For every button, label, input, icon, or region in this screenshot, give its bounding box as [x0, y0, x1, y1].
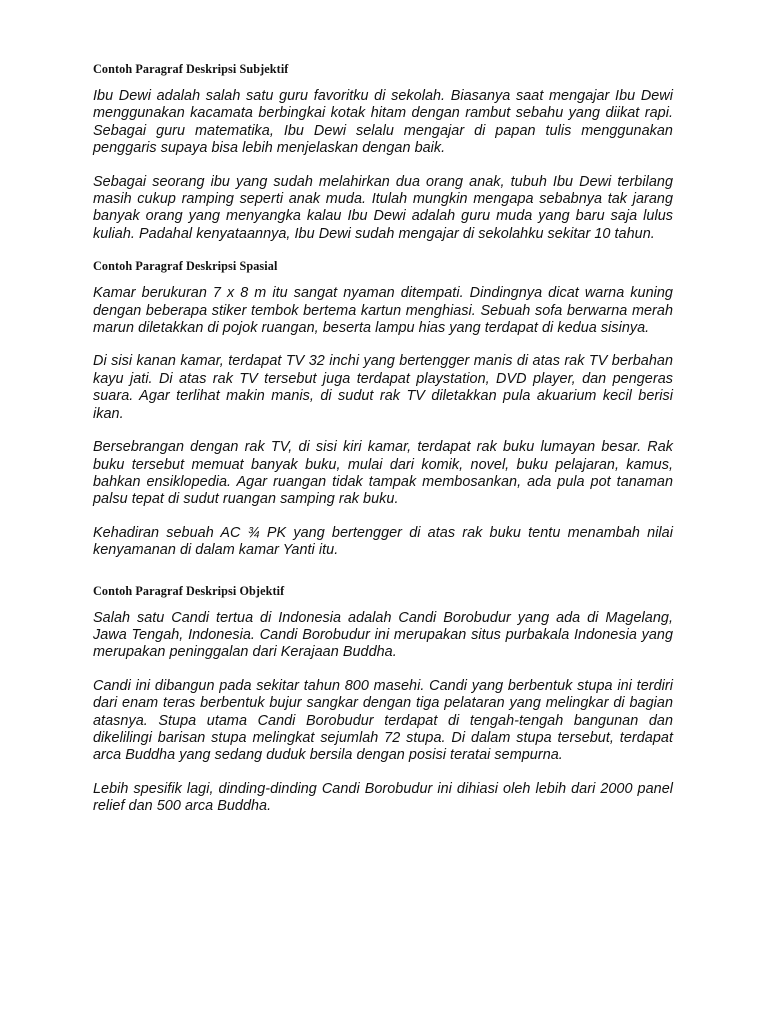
section-heading: Contoh Paragraf Deskripsi Subjektif	[93, 62, 289, 76]
paragraph: Salah satu Candi tertua di Indonesia adalah Candi Borobudur yang ada di Magelang, Jawa Tengah, Indonesia. Candi Borobudur ini merupakan situs purbakala Indonesia yang merupakan peninggalan dari Kerajaan Buddha.	[93, 609, 673, 661]
paragraph: Lebih spesifik lagi, dinding-dinding Candi Borobudur ini dihiasi oleh lebih dari 2000 panel relief dan 500 arca Buddha.	[93, 780, 673, 815]
paragraph: Di sisi kanan kamar, terdapat TV 32 inchi yang bertengger manis di atas rak TV berbahan kayu jati. Di atas rak TV tersebut juga terdapat playstation, DVD player, dan pengeras suara. Agar terlihat makin manis, di sudut rak TV diletakkan pula akuarium kecil berisi ikan.	[93, 353, 673, 422]
section-heading: Contoh Paragraf Deskripsi Objektif	[93, 583, 285, 598]
section-objektif	[93, 584, 673, 816]
paragraph: Bersebrangan dengan rak TV, di sisi kiri kamar, terdapat rak buku lumayan besar. Rak buku tersebut memuat banyak buku, mulai dari komik, novel, buku pelajaran, kamus, bahkan ensiklopedia. Agar ruangan tidak tampak membosankan, ada pula pot tanaman palsu tepat di sudut ruangan samping rak buku.	[93, 439, 673, 508]
section-subjektif	[93, 62, 673, 243]
paragraph: Ibu Dewi adalah salah satu guru favoritku di sekolah. Biasanya saat mengajar Ibu Dewi menggunakan kacamata berbingkai kotak hitam dengan rambut sebahu yang diikat rapi. Sebagai guru matematika, Ibu Dewi selalu mengajar di papan tulis menggunakan penggaris supaya bisa lebih menjelaskan dengan baik.	[93, 88, 673, 157]
paragraph: Sebagai seorang ibu yang sudah melahirkan dua orang anak, tubuh Ibu Dewi terbilang masih cukup ramping seperti anak muda. Itulah mungkin mengapa sebabnya tak jarang banyak orang yang menyangka kalau Ibu Dewi adalah guru muda yang baru saja lulus kuliah. Padahal kenyataannya, Ibu Dewi sudah mengajar di sekolahku sekitar 10 tahun.	[93, 173, 673, 242]
section-spasial	[93, 259, 673, 559]
section-spacer	[93, 576, 673, 584]
paragraph: Kehadiran sebuah AC ¾ PK yang bertengger di atas rak buku tentu menambah nilai kenyamanan di dalam kamar Yanti itu.	[93, 524, 673, 559]
paragraph: Candi ini dibangun pada sekitar tahun 800 masehi. Candi yang berbentuk stupa ini terdiri dari enam teras berbentuk bujur sangkar dengan tiga pelataran yang melingkar di bagian atasnya. Stupa utama Candi Borobudur terdapat di tengah-tengah bangunan dan dikelilingi barisan stupa melingkat sejumlah 72 stupa. Di dalam stupa tersebut, terdapat arca Buddha yang sedang duduk bersila dengan posisi teratai sempurna.	[93, 677, 673, 764]
paragraph: Kamar berukuran 7 x 8 m itu sangat nyaman ditempati. Dindingnya dicat warna kuning dengan beberapa stiker tembok bertema kartun menghiasi. Sebuah sofa berwarna merah marun diletakkan di pojok ruangan, beserta lampu hias yang terdapat di kedua sisinya.	[93, 285, 673, 337]
document-page	[93, 62, 673, 816]
section-heading: Contoh Paragraf Deskripsi Spasial	[93, 259, 278, 274]
